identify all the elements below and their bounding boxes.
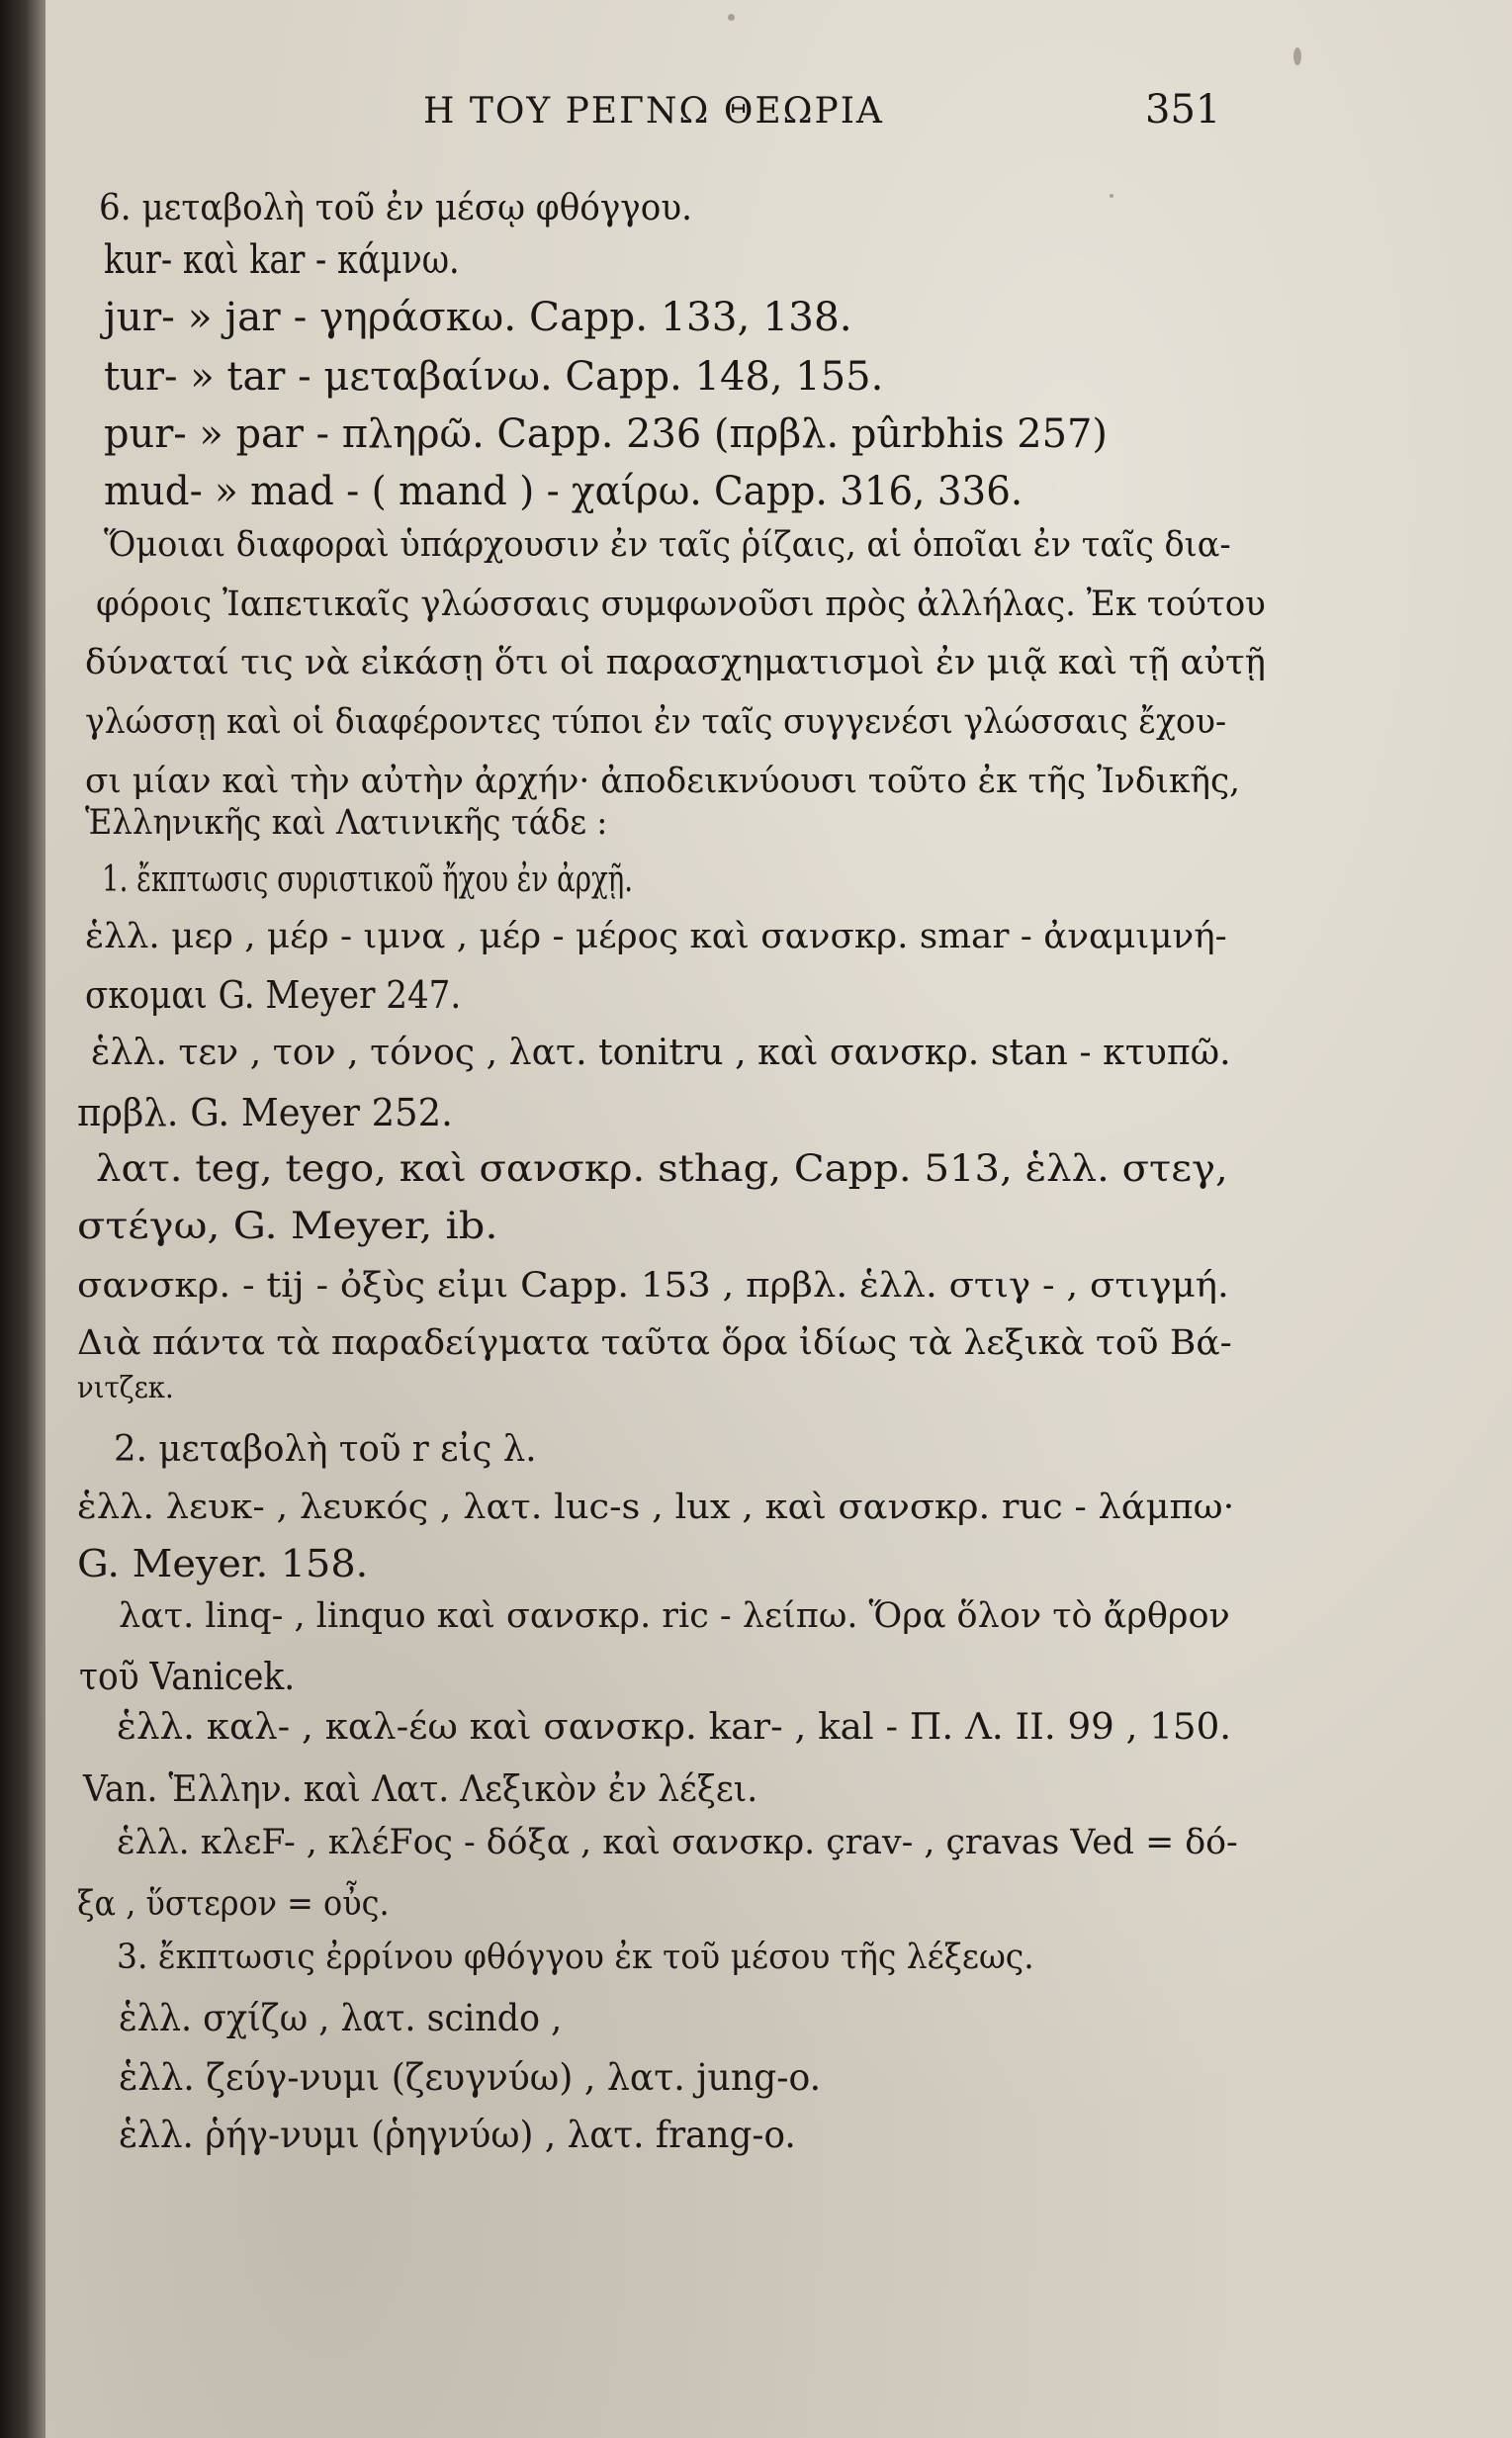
- running-head: Η ΤΟΥ ΡΕΓΝΩ ΘΕΩΡΙΑ: [423, 91, 884, 132]
- text-line: ἑλλ. κλεF- , κλέFος - δόξα , καὶ σανσκρ. çrav- , çravas Ved = δό-: [117, 1823, 1238, 1862]
- page-number: 351: [1145, 87, 1221, 133]
- text-line: σι μίαν καὶ τὴν αὐτὴν ἀρχήν· ἀποδεικνύουσι τοῦτο ἐκ τῆς Ἰνδικῆς,: [85, 762, 1241, 801]
- paper-speck: [1110, 194, 1113, 198]
- text-line: Van. Ἑλλην. καὶ Λατ. Λεξικὸν ἐν λέξει.: [83, 1769, 758, 1810]
- text-line: σκομαι G. Meyer 247.: [85, 973, 462, 1017]
- text-line: ἑλλ. λευκ- , λευκός , λατ. luc-s , lux , καὶ σανσκρ. ruc - λάμπω·: [77, 1488, 1235, 1527]
- text-line: Διὰ πάντα τὰ παραδείγματα ταῦτα ὅρα ἰδίως τὰ λεξικὰ τοῦ Βά-: [77, 1323, 1232, 1363]
- text-line: jur- » jar - γηράσκω. Capp. 133, 138.: [104, 295, 852, 340]
- text-line: ἑλλ. τεν , τον , τόνος , λατ. tonitru , καὶ σανσκρ. stan - κτυπῶ.: [91, 1033, 1231, 1073]
- page-header: [0, 87, 1512, 140]
- text-line: Ἑλληνικῆς καὶ Λατινικῆς τάδε :: [85, 803, 608, 843]
- text-line: σανσκρ. - tij - ὀξὺς εἰμι Capp. 153 , πρβλ. ἑλλ. στιγ - , στιγμή.: [77, 1266, 1229, 1306]
- book-spine-shadow: [0, 0, 45, 2438]
- text-line: ἑλλ. μερ , μέρ - ιμνα , μέρ - μέρος καὶ σανσκρ. smar - ἀναμιμνή-: [85, 917, 1227, 956]
- text-line: νιτζεκ.: [77, 1371, 174, 1405]
- text-line: λατ. linq- , linquo καὶ σανσκρ. ric - λείπω. Ὅρα ὅλον τὸ ἄρθρον: [119, 1596, 1230, 1636]
- text-line: φόροις Ἰαπετικαῖς γλώσσαις συμφωνοῦσι πρὸς ἀλλήλας. Ἐκ τούτου: [96, 585, 1266, 624]
- text-line: tur- » tar - μεταβαίνω. Capp. 148, 155.: [104, 354, 884, 400]
- text-line: 6. μεταβολὴ τοῦ ἐν μέσῳ φθόγγου.: [99, 188, 692, 228]
- text-line: Ὅμοιαι διαφοραὶ ὑπάρχουσιν ἐν ταῖς ῥίζαις, αἱ ὁποῖαι ἐν ταῖς δια-: [104, 525, 1231, 565]
- text-line: ἑλλ. ζεύγ-νυμι (ζευγνύω) , λατ. jung-o.: [119, 2056, 822, 2099]
- paper-speck: [1293, 47, 1301, 65]
- text-line: τοῦ Vanicek.: [79, 1655, 296, 1698]
- text-line: 3. ἔκπτωσις ἐρρίνου φθόγγου ἐκ τοῦ μέσου τῆς λέξεως.: [117, 1938, 1034, 1977]
- text-line: ξα , ὕστερον = οὖς.: [77, 1884, 390, 1924]
- text-line: ἑλλ. καλ- , καλ-έω καὶ σανσκρ. kar- , kal - Π. Λ. II. 99 , 150.: [117, 1707, 1232, 1748]
- text-line: mud- » mad - ( mand ) - χαίρω. Capp. 316, 336.: [104, 469, 1023, 514]
- text-line: δύναταί τις νὰ εἰκάσῃ ὅτι οἱ παρασχηματισμοὶ ἐν μιᾷ καὶ τῇ αὐτῇ: [85, 643, 1266, 682]
- text-line: ἑλλ. ῥήγ-νυμι (ῥηγνύω) , λατ. frang-o.: [119, 2114, 796, 2156]
- text-line: kur- καὶ kar - κάμνω.: [104, 237, 460, 283]
- text-line: λατ. teg, tego, καὶ σανσκρ. sthag, Capp. 513, ἑλλ. στεγ,: [96, 1147, 1228, 1190]
- text-line: γλώσσῃ καὶ οἱ διαφέροντες τύποι ἐν ταῖς συγγενέσι γλώσσαις ἔχου-: [85, 702, 1227, 742]
- text-line: πρβλ. G. Meyer 252.: [77, 1091, 453, 1134]
- text-line: ἑλλ. σχίζω , λατ. scindo ,: [119, 1997, 563, 2039]
- text-line: 1. ἔκπτωσις συριστικοῦ ἤχου ἐν ἀρχῇ.: [102, 859, 634, 900]
- text-line: pur- » par - πληρῶ. Capp. 236 (πρβλ. pûrbhis 257): [104, 411, 1108, 457]
- paper-speck: [728, 14, 735, 21]
- text-line: G. Meyer. 158.: [77, 1542, 369, 1585]
- text-line: 2. μεταβολὴ τοῦ r εἰς λ.: [114, 1429, 537, 1470]
- text-line: στέγω, G. Meyer, ib.: [77, 1205, 498, 1247]
